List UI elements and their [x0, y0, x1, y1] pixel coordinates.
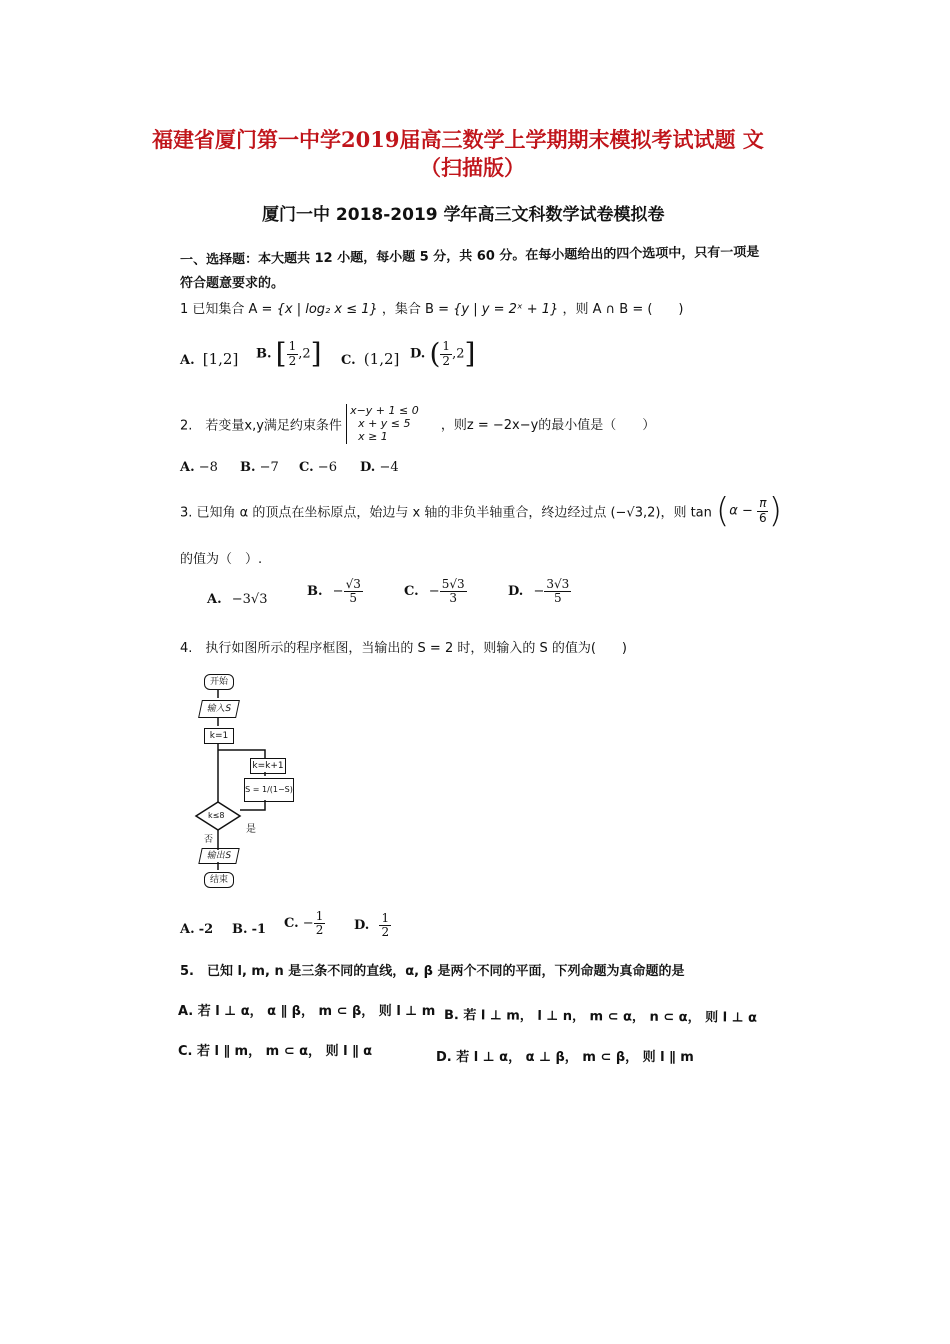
- q4-option-d-den: 2: [381, 925, 390, 940]
- q2-option-c-label: C.: [299, 460, 314, 475]
- q1-stem-start: 1 已知集合 A =: [180, 302, 273, 317]
- q3-option-a-label: A.: [207, 592, 222, 607]
- q3-line2: 的值为（ ）.: [180, 552, 263, 567]
- q3-option-b-den: 5: [349, 591, 358, 606]
- q3-option-d-num: 3√3: [546, 577, 570, 591]
- section-heading-line2: 符合题意要求的。: [180, 276, 285, 291]
- q3-option-b-fraction: [344, 578, 363, 605]
- q4-option-c-fraction: [314, 910, 326, 937]
- q1-set-a: {x | log₂ x ≤ 1}: [276, 302, 378, 317]
- q3-option-c-fraction: [440, 578, 467, 605]
- flow-start: 开始: [204, 674, 234, 690]
- q1-option-d-label: D.: [410, 346, 426, 362]
- q5-option-d-text: 若 l ⊥ α， α ⊥ β， m ⊂ β， 则 l ∥ m: [456, 1050, 694, 1065]
- q2-option-a-label: A.: [180, 460, 195, 475]
- q4-option-c-den: 2: [315, 923, 324, 938]
- q2-option-d-text: −4: [379, 460, 399, 475]
- q5-option-a-label: A.: [178, 1004, 194, 1019]
- doc-title-line1: 福建省厦门第一中学2019届高三数学上学期期末模拟考试试题 文: [152, 127, 764, 152]
- q2-option-d: [360, 460, 399, 475]
- q2-constraint-system: [346, 404, 419, 444]
- flow-yes-label: 是: [246, 824, 256, 835]
- q2-option-a-text: −8: [198, 460, 218, 475]
- q1-option-b-rbracket: ]: [310, 337, 322, 370]
- question-5-stem: 5. 已知 l, m, n 是三条不同的直线，α, β 是两个不同的平面，下列命题为真命题的是: [180, 964, 685, 979]
- exam-title: 厦门一中 2018-2019 学年高三文科数学试卷模拟卷: [262, 205, 665, 225]
- q1-option-b-frac-den: 2: [288, 353, 297, 368]
- q5-option-b-label: B.: [443, 1008, 459, 1024]
- q3-lparen: (: [716, 491, 730, 531]
- q4-option-d-label: D.: [354, 918, 370, 934]
- q2-option-d-label: D.: [360, 460, 376, 475]
- q2-option-c-text: −6: [317, 460, 337, 475]
- q1-option-b-lbracket: [: [275, 337, 287, 370]
- flow-output: 输出S: [198, 848, 239, 864]
- q1-option-b-label: B.: [256, 346, 272, 362]
- question-1-stem: [180, 298, 684, 317]
- doc-title-line2: （扫描版）: [420, 155, 525, 180]
- q1-option-a: [180, 350, 238, 368]
- q4-option-c-sign: −: [302, 916, 314, 932]
- q4-option-c-num: 1: [315, 909, 324, 923]
- flow-end: 结束: [204, 872, 234, 888]
- q5-option-b-text: 若 l ⊥ m， l ⊥ n， m ⊂ α， n ⊂ α， 则 l ⊥ α: [463, 1008, 758, 1026]
- q3-option-d-sign: −: [533, 584, 545, 600]
- flow-no-label: 否: [204, 835, 214, 845]
- q3-option-b: [307, 578, 363, 605]
- q4-option-a-text: -2: [198, 922, 214, 937]
- q1-option-a-label: A.: [180, 353, 195, 368]
- q1-option-d-text: 2: [456, 346, 465, 362]
- q2-option-b-text: −7: [259, 460, 279, 475]
- flow-condition: k≤8: [208, 811, 225, 820]
- q2-constraint-1: x−y + 1 ≤ 0: [350, 404, 419, 417]
- q3-pi-over-6: [757, 497, 769, 524]
- q3-six: 6: [759, 510, 767, 525]
- q4-option-b-text: -1: [251, 922, 267, 937]
- q5-option-a-text: 若 l ⊥ α， α ∥ β， m ⊂ β， 则 l ⊥ m: [197, 1004, 436, 1019]
- q3-option-a-text: −3√3: [231, 592, 268, 607]
- q2-option-b-label: B.: [240, 460, 256, 475]
- q1-option-d-frac-num: 1: [442, 339, 451, 354]
- q4-option-c: [284, 910, 325, 937]
- q5-option-d-label: D.: [436, 1050, 452, 1065]
- q3-option-c-sign: −: [428, 584, 440, 600]
- q3-option-d-fraction: [544, 578, 571, 605]
- flowchart: [190, 668, 320, 898]
- flow-s-update: S = 1/(1−S): [244, 778, 294, 802]
- section-heading-line1: 一、选择题：本大题共 12 小题，每小题 5 分，共 60 分。在每小题给出的四个选项中，只有一项是: [179, 244, 760, 268]
- q3-option-c: [404, 578, 467, 605]
- q3-pi: π: [759, 496, 767, 511]
- q3-stem: 3. 已知角 α 的顶点在坐标原点，始边与 x 轴的非负半轴重合，终边经过点 (−√3,2)，则 tan: [180, 505, 712, 521]
- q3-option-d: [508, 578, 571, 605]
- flow-k-init: k=1: [204, 728, 234, 744]
- q3-option-c-den: 3: [449, 591, 457, 606]
- q4-option-a: [180, 922, 213, 937]
- q3-option-c-label: C.: [404, 584, 419, 600]
- q4-option-a-label: A.: [180, 922, 195, 937]
- q1-option-a-text: [1,2]: [202, 350, 239, 368]
- q1-option-c: [341, 350, 399, 368]
- question-2-stem: [180, 404, 655, 444]
- q1-option-d-rbracket: ]: [464, 337, 476, 370]
- q1-option-b-fraction: [287, 340, 299, 367]
- q5-option-c-label: C.: [178, 1044, 193, 1059]
- q3-option-d-label: D.: [508, 584, 524, 600]
- q3-option-b-label: B.: [307, 584, 323, 600]
- q4-option-d-fraction: [379, 912, 391, 939]
- q1-option-c-label: C.: [341, 353, 356, 368]
- q3-option-a: [207, 592, 267, 607]
- q1-option-d: D. ( $\frac{1}{2}$ ,2]: [410, 337, 476, 370]
- q4-option-c-label: C.: [284, 916, 299, 932]
- flow-k-increment: k=k+1: [250, 758, 286, 774]
- q2-constraint-3: x ≥ 1: [358, 430, 388, 444]
- q1-option-d-frac-den: 2: [442, 353, 451, 368]
- q5-option-b: [444, 1004, 757, 1026]
- q5-option-c: [178, 1040, 372, 1059]
- q1-option-b-text: 2: [302, 346, 311, 362]
- q3-option-b-num: √3: [345, 577, 361, 591]
- flow-input: 输入S: [198, 700, 240, 718]
- q1-option-d-lparen: (: [429, 337, 441, 370]
- q3-expr-left: α −: [729, 503, 753, 519]
- q5-option-c-text: 若 l ∥ m， m ⊂ α， 则 l ∥ α: [197, 1044, 373, 1059]
- q4-option-d: [354, 912, 391, 939]
- q2-constraint-2: x + y ≤ 5: [358, 417, 411, 431]
- q5-option-d: [436, 1046, 694, 1065]
- q4-option-b-label: B.: [232, 922, 248, 937]
- q2-stem-start: 2. 若变量x,y满足约束条件: [180, 418, 342, 434]
- q1-option-c-text: (1,2]: [363, 350, 400, 368]
- q1-stem-end: ，则 A ∩ B = ( ): [562, 302, 684, 317]
- q2-option-b: [240, 460, 279, 475]
- q5-option-a: [178, 1000, 435, 1019]
- q1-set-b: {y | y = 2ˣ + 1}: [453, 302, 559, 317]
- q4-option-d-num: 1: [381, 911, 390, 925]
- q3-option-d-den: 5: [554, 591, 562, 606]
- q1-mid: ，集合 B =: [381, 302, 449, 317]
- q3-option-c-num: 5√3: [441, 577, 465, 591]
- q4-option-b: [232, 922, 266, 937]
- q1-option-b-frac-num: 1: [288, 339, 297, 354]
- question-3-stem: [180, 491, 782, 531]
- q3-option-b-sign: −: [332, 584, 344, 600]
- q1-option-d-fraction: [440, 340, 452, 367]
- q2-option-c: [299, 460, 337, 475]
- q2-option-a: [180, 460, 218, 475]
- q1-option-b: B. [ $\frac{1}{2}$ ,2]: [256, 337, 322, 370]
- q3-rparen: ): [768, 491, 782, 531]
- question-4-stem: 4. 执行如图所示的程序框图，当输出的 S = 2 时，则输入的 S 的值为( ): [180, 641, 628, 656]
- q2-stem-end: ，则z = −2x−y的最小值是（ ）: [440, 418, 656, 434]
